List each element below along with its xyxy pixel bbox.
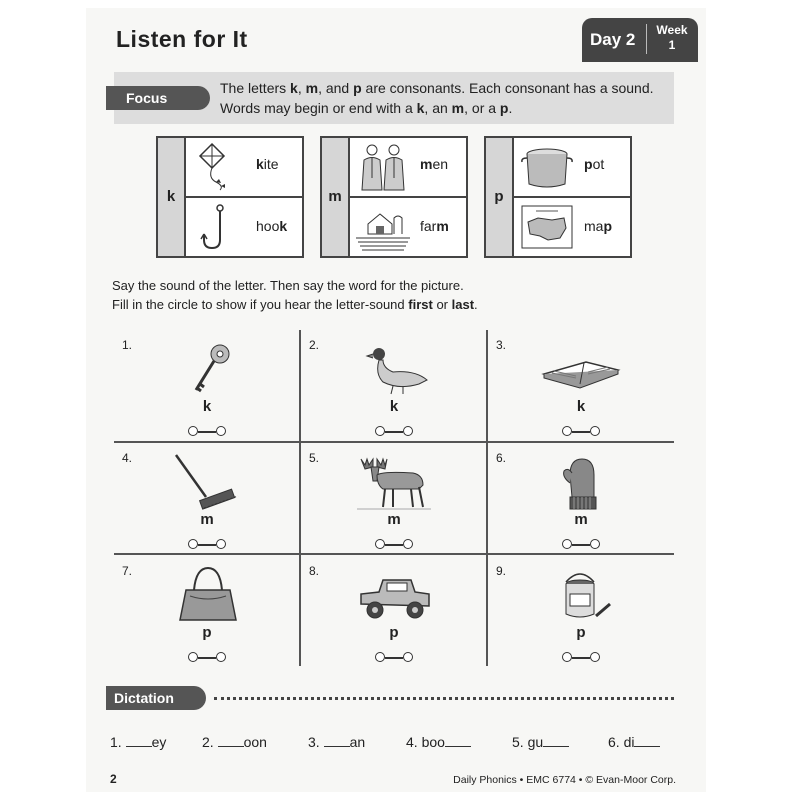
first-circle[interactable] — [562, 426, 572, 436]
dictation-item[interactable]: 6. di — [608, 734, 660, 750]
dictation-item[interactable]: 3. an — [308, 734, 366, 750]
card-letter-column — [486, 138, 514, 256]
answer-line — [572, 544, 590, 546]
answer-line — [572, 657, 590, 659]
farm-icon — [354, 202, 412, 252]
exercise-number: 8. — [309, 564, 320, 578]
men-icon — [354, 142, 412, 192]
last-circle[interactable] — [403, 426, 413, 436]
map-icon — [518, 202, 576, 252]
dictation-item[interactable]: 2. oon — [202, 734, 267, 750]
first-circle[interactable] — [188, 652, 198, 662]
page-number: 2 — [110, 772, 117, 786]
first-circle[interactable] — [375, 426, 385, 436]
exercise-letter: k — [389, 398, 399, 415]
paint-can-icon — [540, 566, 622, 626]
week-number: 1 — [668, 38, 676, 52]
last-circle[interactable] — [590, 652, 600, 662]
dictation-label: Dictation — [106, 686, 206, 710]
last-circle[interactable] — [590, 539, 600, 549]
first-circle[interactable] — [375, 652, 385, 662]
exercise-cell — [488, 556, 674, 668]
pot-icon — [518, 142, 576, 192]
dictation-item[interactable]: 5. gu — [512, 734, 569, 750]
page-title: Listen for It — [116, 26, 248, 52]
focus-text-segment: are consonants. Each consonant has a sound. Words may begin or end with a — [220, 80, 654, 116]
example-word: farm — [420, 218, 449, 234]
example-word: pot — [584, 156, 605, 172]
card-letter-column — [158, 138, 186, 256]
exercise-number: 4. — [122, 451, 133, 465]
exercise-number: 9. — [496, 564, 507, 578]
last-circle[interactable] — [590, 426, 600, 436]
purse-icon — [166, 566, 248, 626]
card-divider — [186, 196, 302, 198]
exercise-letter: p — [202, 624, 212, 641]
example-word: men — [420, 156, 449, 172]
answer-line — [572, 431, 590, 433]
exercise-number: 3. — [496, 338, 507, 352]
exercise-cell — [488, 443, 674, 555]
exercise-cell — [114, 556, 300, 668]
broom-icon — [166, 453, 248, 513]
exercise-letter: m — [200, 511, 214, 528]
first-circle[interactable] — [562, 652, 572, 662]
moose-icon — [353, 453, 435, 513]
card-divider — [514, 196, 630, 198]
instructions-segment: or — [432, 297, 452, 312]
answer-line — [385, 657, 403, 659]
example-word: hook — [256, 218, 288, 234]
exercise-letter: m — [387, 511, 401, 528]
exercise-number: 7. — [122, 564, 133, 578]
card-divider — [350, 196, 466, 198]
exercise-cell — [301, 556, 487, 668]
dictation-divider — [214, 697, 674, 700]
exercise-cell — [114, 330, 300, 442]
focus-text-segment: . — [508, 100, 513, 116]
first-circle[interactable] — [188, 539, 198, 549]
example-card-p — [484, 136, 632, 258]
mitten-icon — [540, 453, 622, 513]
instructions-segment: . — [474, 297, 478, 312]
last-circle[interactable] — [216, 539, 226, 549]
exercise-cell — [301, 443, 487, 555]
instructions-segment: Say the sound of the letter. Then say the word for the picture. — [112, 278, 464, 293]
focus-text-segment: m — [305, 80, 319, 96]
answer-line — [198, 544, 216, 546]
example-card-m — [320, 136, 468, 258]
worksheet-page — [86, 8, 706, 792]
card-letter-column — [322, 138, 350, 256]
answer-line — [198, 657, 216, 659]
answer-line — [385, 544, 403, 546]
book-icon — [540, 340, 622, 400]
week-label: Week — [656, 23, 688, 37]
focus-label: Focus — [106, 86, 210, 110]
focus-text-segment: p — [499, 100, 509, 116]
exercise-number: 1. — [122, 338, 133, 352]
answer-line — [198, 431, 216, 433]
exercise-cell — [301, 330, 487, 442]
day-week-badge — [582, 18, 698, 62]
day-label: Day 2 — [590, 30, 636, 49]
focus-text — [220, 78, 660, 118]
focus-text-segment: , — [297, 80, 306, 96]
dictation-row — [110, 734, 690, 754]
dictation-item[interactable]: 1. ey — [110, 734, 167, 750]
exercise-letter: p — [576, 624, 586, 641]
footer-credit: Daily Phonics • EMC 6774 • © Evan-Moor Corp. — [453, 774, 676, 786]
dictation-item[interactable]: 4. boo — [406, 734, 471, 750]
focus-text-segment: The letters — [220, 80, 291, 96]
badge-divider — [646, 24, 647, 54]
example-word: map — [584, 218, 613, 234]
card-letter: p — [494, 188, 504, 205]
exercise-letter: k — [576, 398, 586, 415]
instructions — [112, 276, 692, 314]
focus-text-segment: , and — [318, 80, 354, 96]
instructions-segment: Fill in the circle to show if you hear the letter-sound — [112, 297, 409, 312]
instructions-segment: last — [451, 297, 475, 312]
exercise-grid — [114, 330, 674, 666]
duck-icon — [353, 340, 435, 400]
card-letter: m — [328, 188, 342, 205]
exercise-cell — [114, 443, 300, 555]
focus-text-segment: , an — [424, 100, 452, 116]
exercise-number: 5. — [309, 451, 320, 465]
exercise-number: 2. — [309, 338, 320, 352]
answer-line — [385, 431, 403, 433]
focus-text-segment: k — [290, 80, 298, 96]
exercise-letter: p — [389, 624, 399, 641]
focus-text-segment: m — [451, 100, 465, 116]
last-circle[interactable] — [403, 652, 413, 662]
first-circle[interactable] — [562, 539, 572, 549]
example-word: kite — [256, 156, 279, 172]
focus-text-segment: k — [416, 100, 425, 116]
jeep-icon — [353, 566, 435, 626]
first-circle[interactable] — [188, 426, 198, 436]
last-circle[interactable] — [216, 652, 226, 662]
example-card-k — [156, 136, 304, 258]
instructions-segment: first — [408, 297, 433, 312]
focus-text-segment: p — [353, 80, 362, 96]
exercise-cell — [488, 330, 674, 442]
hook-icon — [190, 202, 248, 252]
first-circle[interactable] — [375, 539, 385, 549]
card-letter: k — [166, 188, 176, 205]
kite-icon — [190, 142, 248, 192]
exercise-letter: m — [574, 511, 588, 528]
key-icon — [166, 340, 248, 400]
last-circle[interactable] — [216, 426, 226, 436]
exercise-letter: k — [202, 398, 212, 415]
focus-text-segment: , or a — [464, 100, 500, 116]
last-circle[interactable] — [403, 539, 413, 549]
exercise-number: 6. — [496, 451, 507, 465]
